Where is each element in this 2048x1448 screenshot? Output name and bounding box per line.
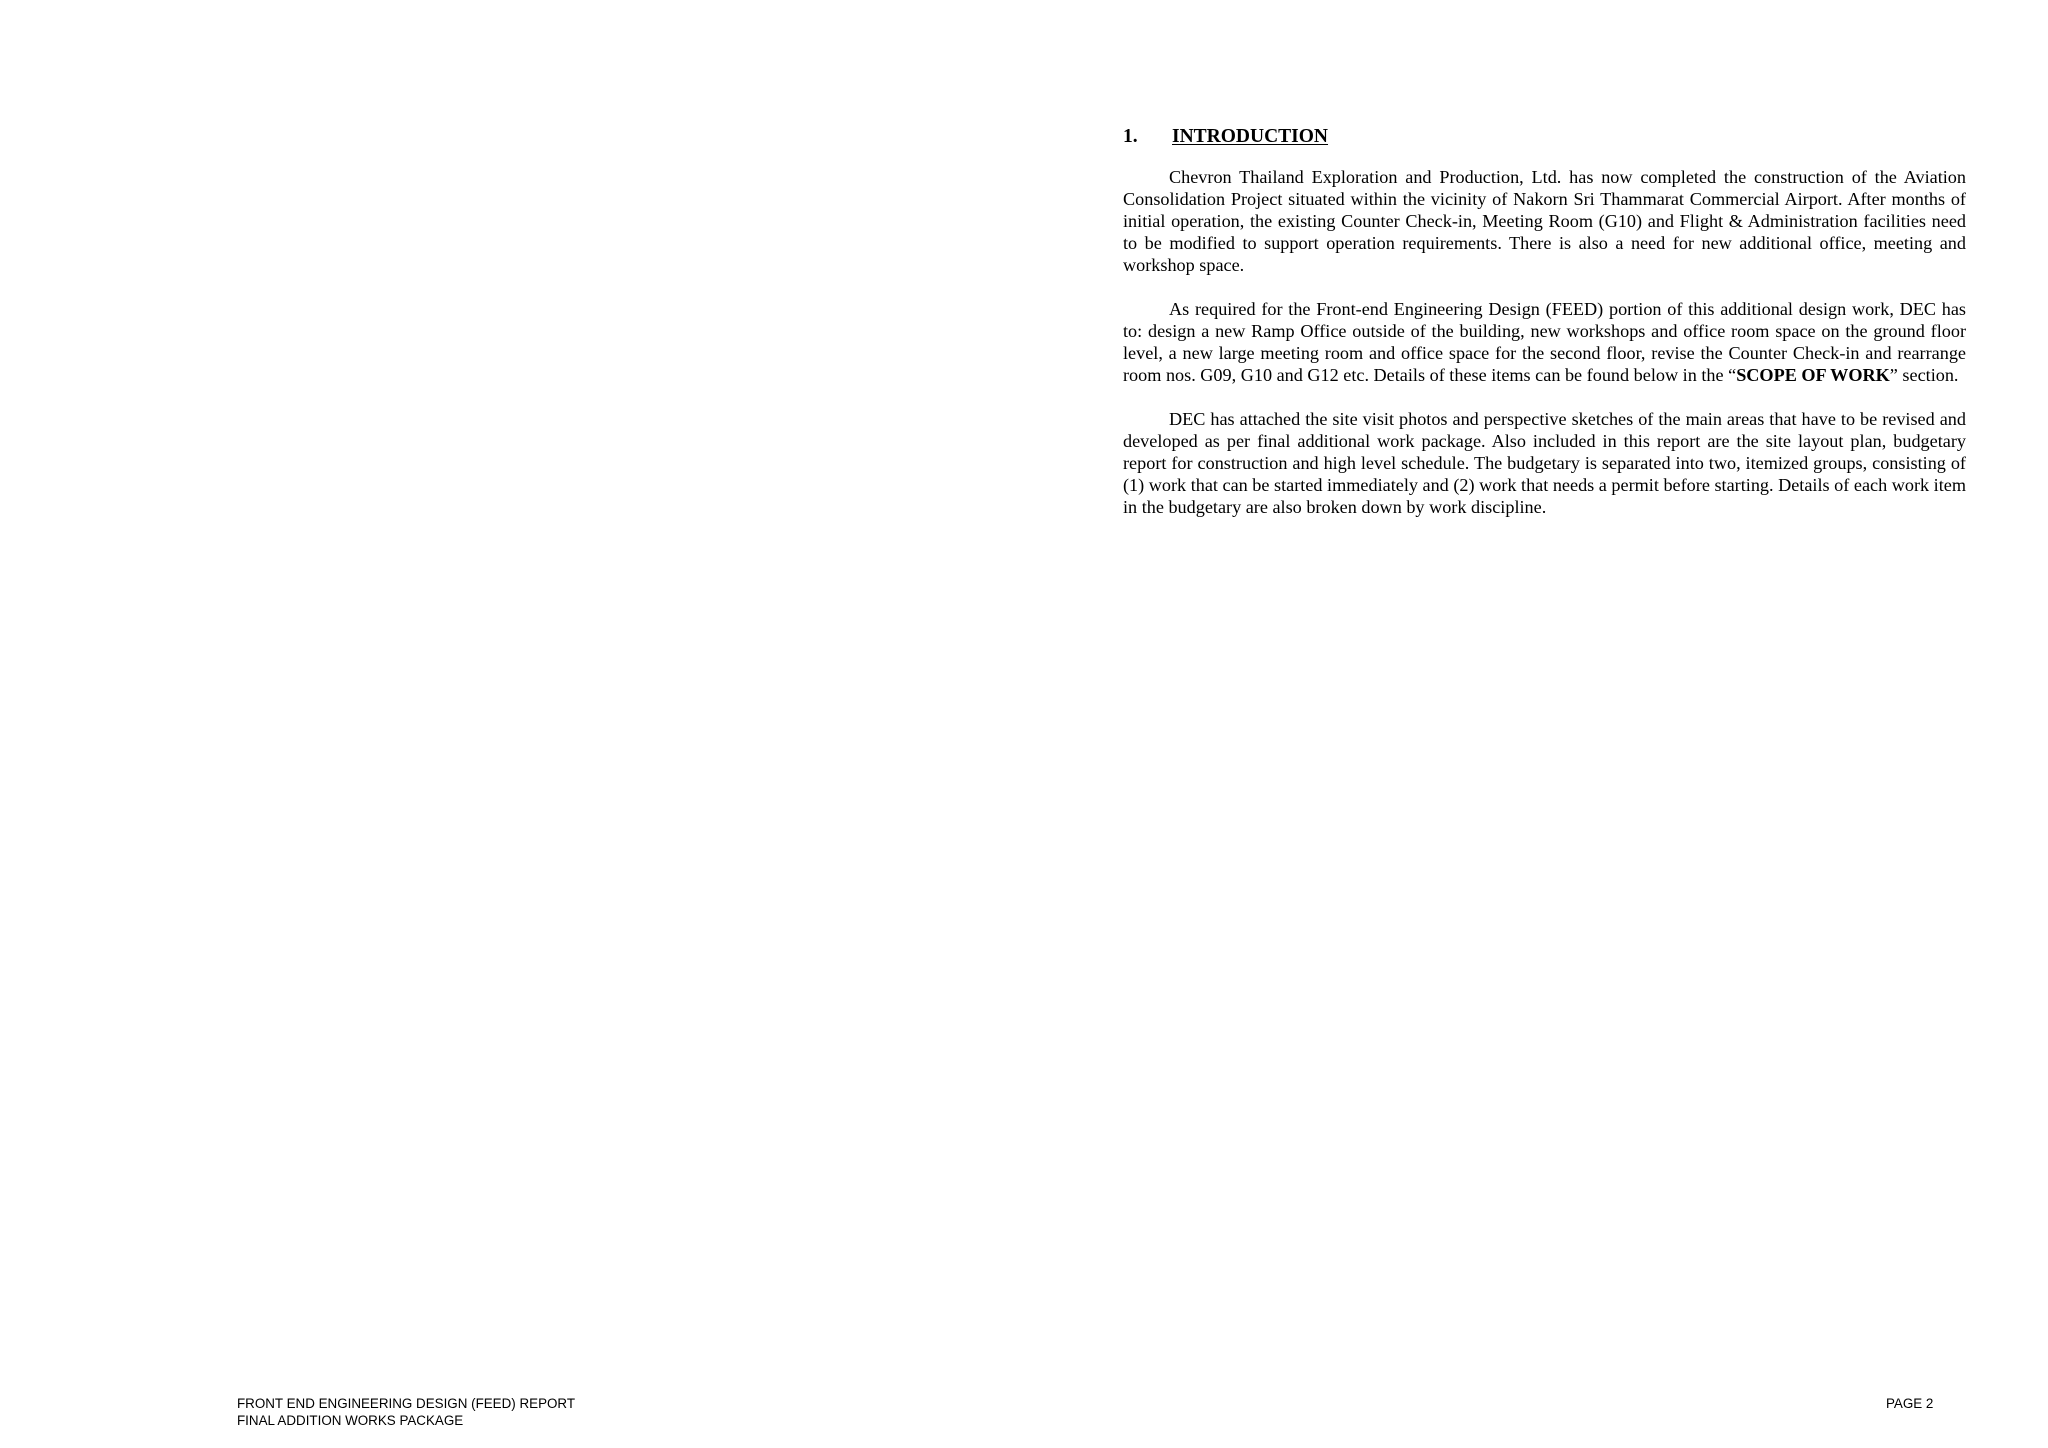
intro-paragraph-3: DEC has attached the site visit photos and perspective sketches of the main areas that have to be revised and developed as per final additional work package. Also included in this report are the site layout plan, budgetary report for construction and high level schedule. The budgetary is separated into two, itemized groups, consisting of (1) work that can be started immediately and (2) work that needs a permit before starting. Details of each work item in the budgetary are also broken down by work discipline. (1123, 409, 1966, 517)
scope-of-work-emphasis: SCOPE OF WORK (1736, 365, 1890, 385)
section-heading (1123, 122, 1966, 152)
intro-paragraph-2 (1123, 298, 1966, 386)
intro-paragraph-2-text: As required for the Front-end Engineering Design (FEED) portion of this additional design work, DEC has to: design a new Ramp Office outside of the building, new workshops and office room space on the ground floor level, a new large meeting room and office space for the second floor, revise the Counter Check-in and rearrange room nos. G09, G10 and G12 etc. Details of these items can be found below in the “ (1123, 299, 1966, 385)
intro-paragraph-1: Chevron Thailand Exploration and Production, Ltd. has now completed the construction of the Aviation Consolidation Project situated within the vicinity of Nakorn Sri Thammarat Commercial Airport. After months of initial operation, the existing Counter Check-in, Meeting Room (G10) and Flight & Administration facilities need to be modified to support operation requirements. There is also a need for new additional office, meeting and workshop space. (1123, 167, 1966, 275)
footer-report-title (237, 1395, 575, 1429)
document-body (1123, 122, 1966, 540)
footer-line-2: FINAL ADDITION WORKS PACKAGE (237, 1413, 464, 1428)
section-title: INTRODUCTION (1172, 126, 1329, 147)
intro-paragraph-2-end: ” section. (1889, 365, 1959, 385)
footer-line-1: FRONT END ENGINEERING DESIGN (FEED) REPORT (237, 1396, 576, 1411)
page-number: PAGE 2 (1886, 1396, 1934, 1411)
section-number: 1. (1123, 126, 1138, 147)
